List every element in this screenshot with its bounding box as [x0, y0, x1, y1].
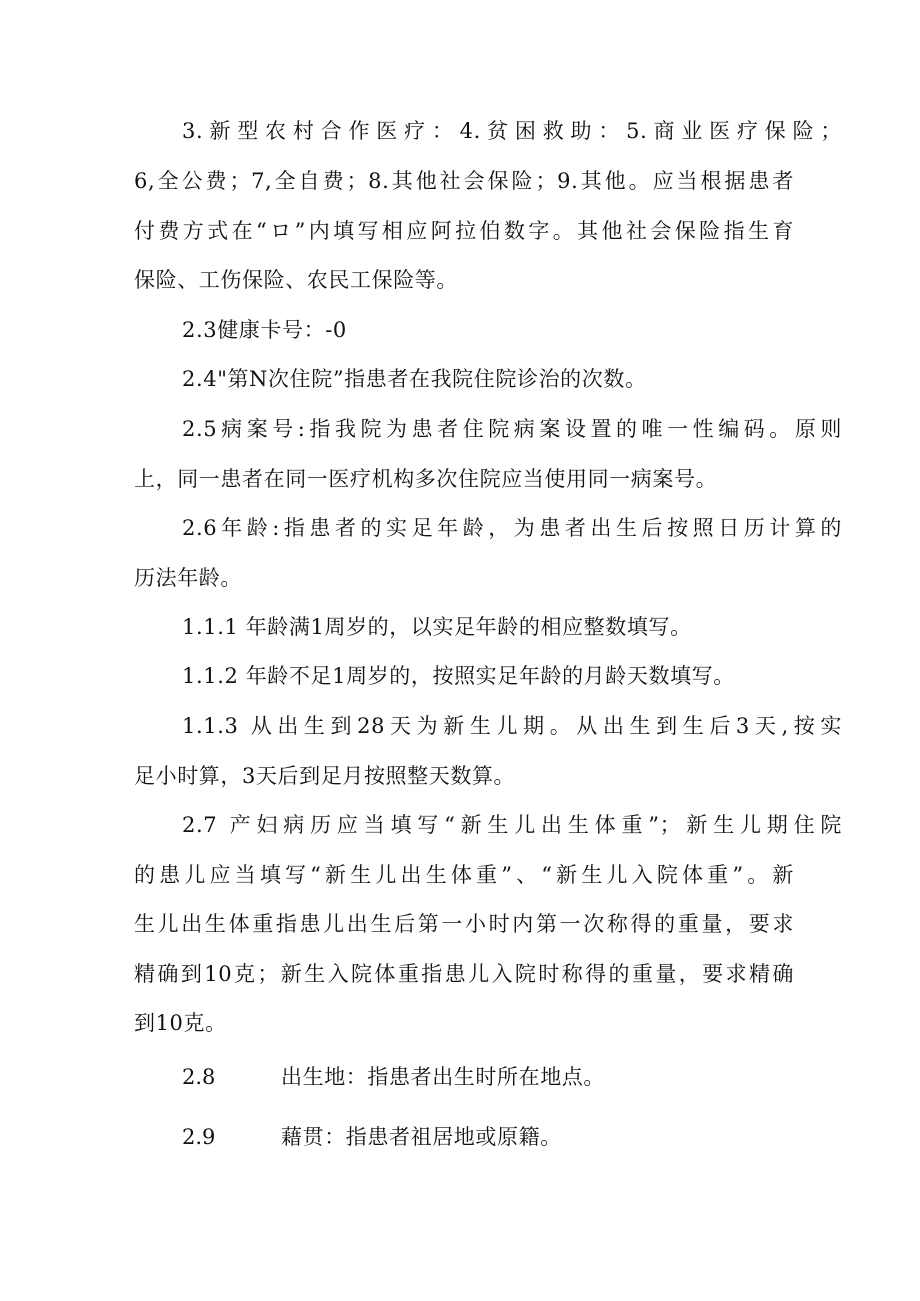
section-2-4-admission-count: 2.4"第N次住院”指患者在我院住院诊治的次数。 — [182, 367, 647, 391]
subsection-1-1-3-line-1: 1.1.3 从出生到28天为新生儿期。从出生到生后3天,按实 — [182, 714, 842, 738]
section-2-8-text: 出生地：指患者出生时所在地点。 — [281, 1065, 605, 1089]
section-2-8-number: 2.8 — [182, 1065, 216, 1089]
text-line-2: 6,全公费；7,全自费；8.其他社会保险；9.其他。应当根据患者 — [134, 169, 794, 193]
subsection-1-1-1: 1.1.1 年龄满1周岁的，以实足年龄的相应整数填写。 — [182, 615, 692, 639]
section-2-7-line-3: 生儿出生体重指患儿出生后第一小时内第一次称得的重量，要求 — [134, 912, 794, 936]
text-line-1: 3.新型农村合作医疗：4.贫困救助：5.商业医疗保险； — [182, 119, 842, 143]
subsection-1-1-2: 1.1.2 年龄不足1周岁的，按照实足年龄的月龄天数填写。 — [182, 664, 735, 688]
section-2-3-health-card: 2.3健康卡号：-0 — [182, 318, 347, 342]
section-2-9-number: 2.9 — [182, 1125, 216, 1149]
section-2-7-line-4: 精确到10克；新生入院体重指患儿入院时称得的重量，要求精确 — [134, 962, 794, 986]
section-2-6-line-1: 2.6年龄:指患者的实足年龄，为患者出生后按照日历计算的 — [182, 516, 842, 540]
subsection-1-1-3-line-2: 足小时算，3天后到足月按照整天数算。 — [134, 764, 516, 788]
section-2-9-text: 藉贯：指患者祖居地或原籍。 — [281, 1125, 562, 1149]
section-2-7-line-5: 到10克。 — [134, 1011, 227, 1035]
section-2-5-line-1: 2.5病案号:指我院为患者住院病案设置的唯一性编码。原则 — [182, 417, 842, 441]
section-2-7-line-1: 2.7 产妇病历应当填写“新生儿出生体重”；新生儿期住院 — [182, 813, 842, 837]
text-line-4: 保险、工伤保险、农民工保险等。 — [134, 268, 458, 292]
text-line-3: 付费方式在“ロ”内填写相应阿拉伯数字。其他社会保险指生育 — [134, 219, 794, 243]
section-2-5-line-2: 上，同一患者在同一医疗机构多次住院应当使用同一病案号。 — [134, 467, 718, 491]
section-2-6-line-2: 历法年龄。 — [134, 566, 242, 590]
section-2-7-line-2: 的患儿应当填写“新生儿出生体重”、“新生儿入院体重”。新 — [134, 863, 794, 887]
